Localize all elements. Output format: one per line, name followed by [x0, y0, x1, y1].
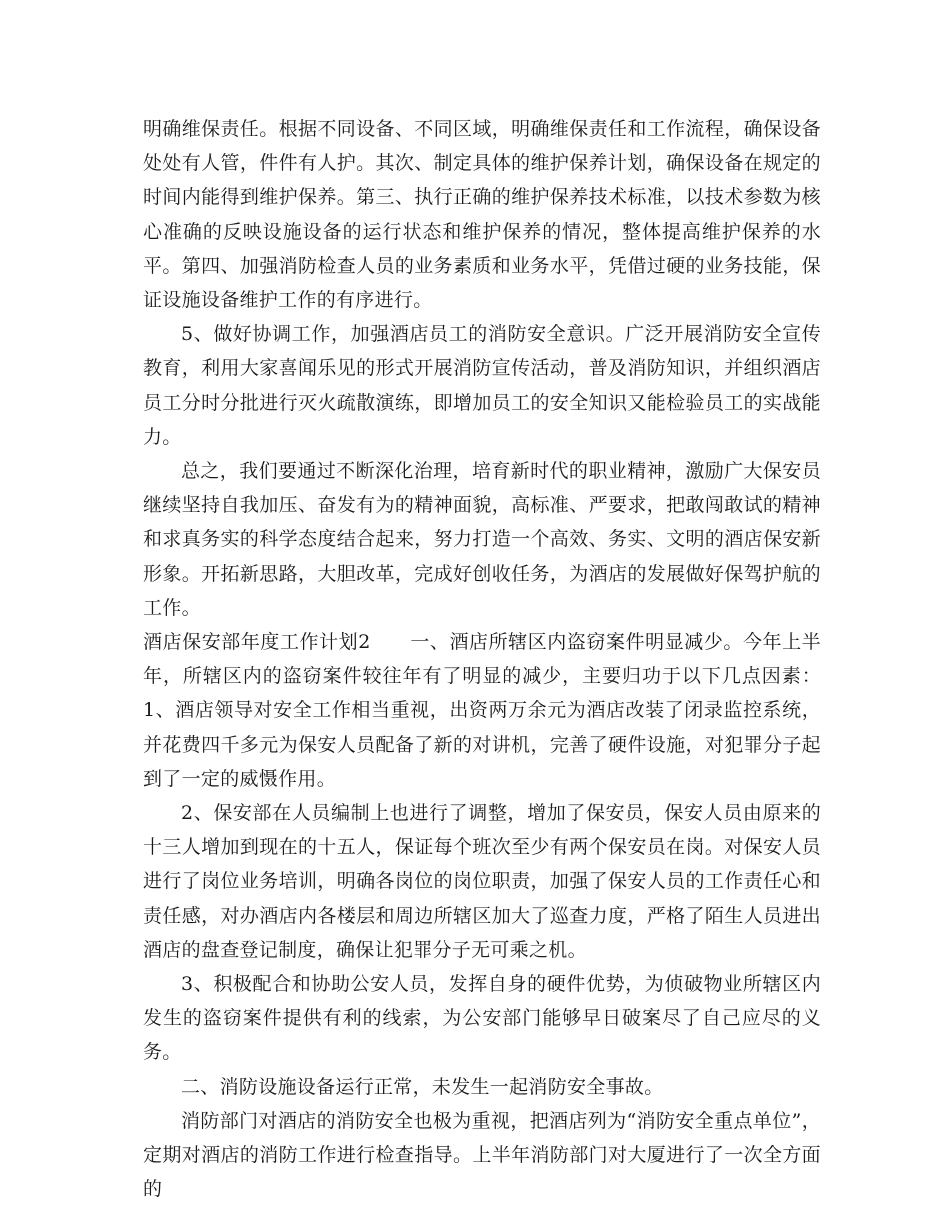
paragraph-maintenance-responsibility: 明确维保责任。根据不同设备、不同区域，明确维保责任和工作流程，确保设备处处有人管，件件有人护。其次、制定具体的维护保养计划，确保设备在规定的时间内能得到维护保养。第三、执行正确的维护保养技术标准，以技术参数为核心准确的反映设施设备的运行状态和维护保养的情况，整体提高维护保养的水平。第四、加强消防检查人员的业务素质和业务水平，凭借过硬的业务技能，保证设施设备维护工作的有序进行。 — [143, 118, 821, 312]
paragraph-coordination-work: 5、做好协调工作，加强酒店员工的消防安全意识。广泛开展消防安全宣传教育，利用大家喜闻乐见的形式开展消防宣传活动，普及消防知识，并组织酒店员工分时分批进行灭火疏散演练，即增加员工的安全知识又能检验员工的实战能力。 — [143, 323, 821, 448]
heading-gap — [371, 631, 411, 653]
paragraph-fire-facilities: 二、消防设施设备运行正常，未发生一起消防安全事故。 — [181, 1075, 664, 1098]
paragraph-fire-department: 消防部门对酒店的消防安全也极为重视，把酒店列为“消防安全重点单位”，定期对酒店的消防工作进行检查指导。上半年消防部门对大厦进行了一次全方面的 — [143, 1109, 821, 1201]
paragraph-police-cooperation: 3、积极配合和协助公安人员，发挥自身的硬件优势，为侦破物业所辖区内发生的盗窃案件提供有利的线索，为公安部门能够早日破案尽了自己应尽的义务。 — [143, 973, 821, 1064]
paragraph-staffing-adjustment: 2、保安部在人员编制上也进行了调整，增加了保安员，保安人员由原来的十三人增加到现在的十五人，保证每个班次至少有两个保安员在岗。对保安人员进行了岗位业务培训，明确各岗位的岗位职责，加强了保安人员的工作责任心和责任感，对办酒店内各楼层和周边所辖区加大了巡查力度，严格了陌生人员进出酒店的盘查登记制度，确保让犯罪分子无可乘之机。 — [143, 802, 821, 961]
paragraph-summary: 总之，我们要通过不断深化治理，培育新时代的职业精神，激励广大保安员继续坚持自我加压、奋发有为的精神面貌，高标准、严要求，把敢闯敢试的精神和求真务实的科学态度结合起来，努力打造一个高效、务实、文明的酒店保安新形象。开拓新思路，大胆改革，完成好创收任务，为酒店的发展做好保驾护航的工作。 — [143, 460, 821, 619]
paragraph-plan-2-text: 一、酒店所辖区内盗窃案件明显减少。今年上半年，所辖区内的盗窃案件较往年有了明显的减少，主要归功于以下几点因素：1、酒店领导对安全工作相当重视，出资两万余元为酒店改装了闭录监控系统，并花费四千多元为保安人员配备了新的对讲机，完善了硬件设施，对犯罪分子起到了一定的威慑作用。 — [143, 631, 821, 790]
section-heading: 酒店保安部年度工作计划2 — [143, 631, 371, 654]
document-body — [143, 112, 821, 1207]
paragraph-plan-2 — [143, 625, 821, 796]
